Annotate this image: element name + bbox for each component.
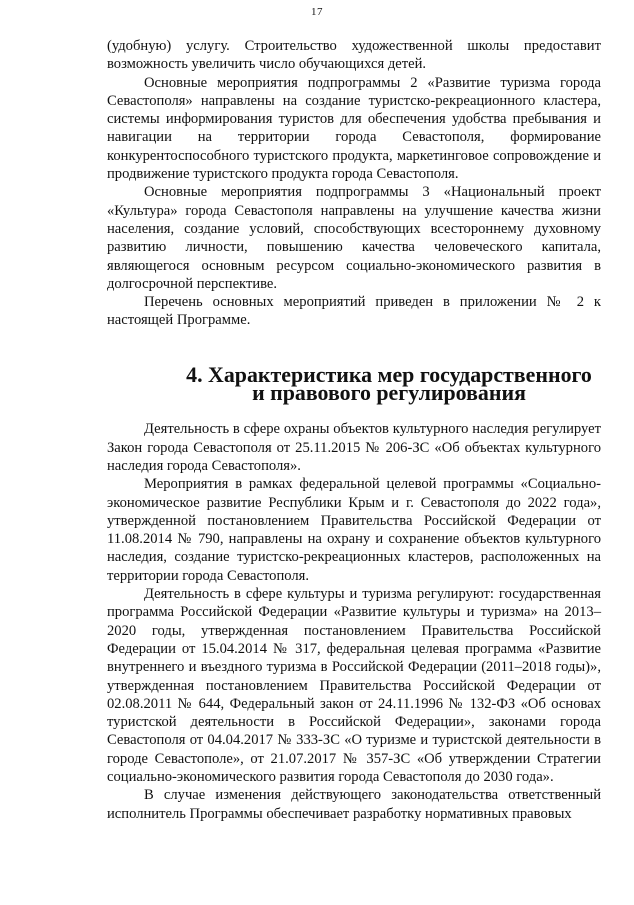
paragraph: (удобную) услугу. Строительство художественной школы предоставит возможность увеличить число обучающихся детей. xyxy=(107,38,601,73)
spacer xyxy=(107,330,601,366)
section-heading-line-1: 4. Характеристика мер государственного xyxy=(186,361,592,387)
section-heading-line-2: и правового регулирования xyxy=(252,380,526,406)
paragraph: Мероприятия в рамках федеральной целевой программы «Социально-экономическое развитие Республики Крым и г. Севастополя до 2022 года», утвержденной постановлением Правительства Российской Федерации от 11.08.2014 № 790, направлены на охрану и сохранение объектов культурного наследия, создание туристско-рекреационных кластеров, расположенных на территории города Севастополя. xyxy=(107,476,601,584)
spacer xyxy=(107,402,601,420)
document-body xyxy=(107,37,601,823)
paragraph: Деятельность в сфере культуры и туризма регулируют: государственная программа Российской Федерации «Развитие культуры и туризма» на 2013–2020 годы, утвержденная постановлением Правительства Российской Федерации от 15.04.2014 № 317, федеральная целевая программа «Развитие внутреннего и въездного туризма в Российской Федерации (2011–2018 годы)», утвержденная постановлением Правительства Российской Федерации от 02.08.2011 № 644, Федеральный закон от 24.11.1996 № 132-ФЗ «Об основах туристской деятельности в Российской Федерации», законами города Севастополя от 04.04.2017 № 333-ЗС «О туризме и туристской деятельности в городе Севастополе», от 21.07.2017 № 357-ЗС «Об утверждении Стратегии социально-экономического развития города Севастополя до 2030 года». xyxy=(107,586,601,785)
paragraph: В случае изменения действующего законодательства ответственный исполнитель Программы обеспечивает разработку нормативных правовых xyxy=(107,787,601,822)
paragraph: Перечень основных мероприятий приведен в приложении № 2 к настоящей Программе. xyxy=(107,294,601,329)
paragraph: Основные мероприятия подпрограммы 3 «Национальный проект «Культура» города Севастополя направлены на улучшение качества жизни населения, создание условий, способствующих всестороннему духовному развитию личности, повышению качества человеческого капитала, являющегося основным ресурсом социально-экономического развития в долгосрочной перспективе. xyxy=(107,184,601,292)
paragraph: Основные мероприятия подпрограммы 2 «Развитие туризма города Севастополя» направлены на создание туристско-рекреационного кластера, системы информирования туристов для обеспечения удобства пребывания и навигации на территории города Севастополя, формирование конкурентоспособного туристского продукта, маркетинговое сопровождение и продвижение туристского продукта города Севастополя. xyxy=(107,74,601,183)
paragraph: Деятельность в сфере охраны объектов культурного наследия регулирует Закон города Севастополя от 25.11.2015 № 206-ЗС «Об объектах культурного наследия города Севастополя». xyxy=(107,421,601,474)
page-number: 17 xyxy=(311,6,323,18)
section-heading xyxy=(177,361,601,406)
